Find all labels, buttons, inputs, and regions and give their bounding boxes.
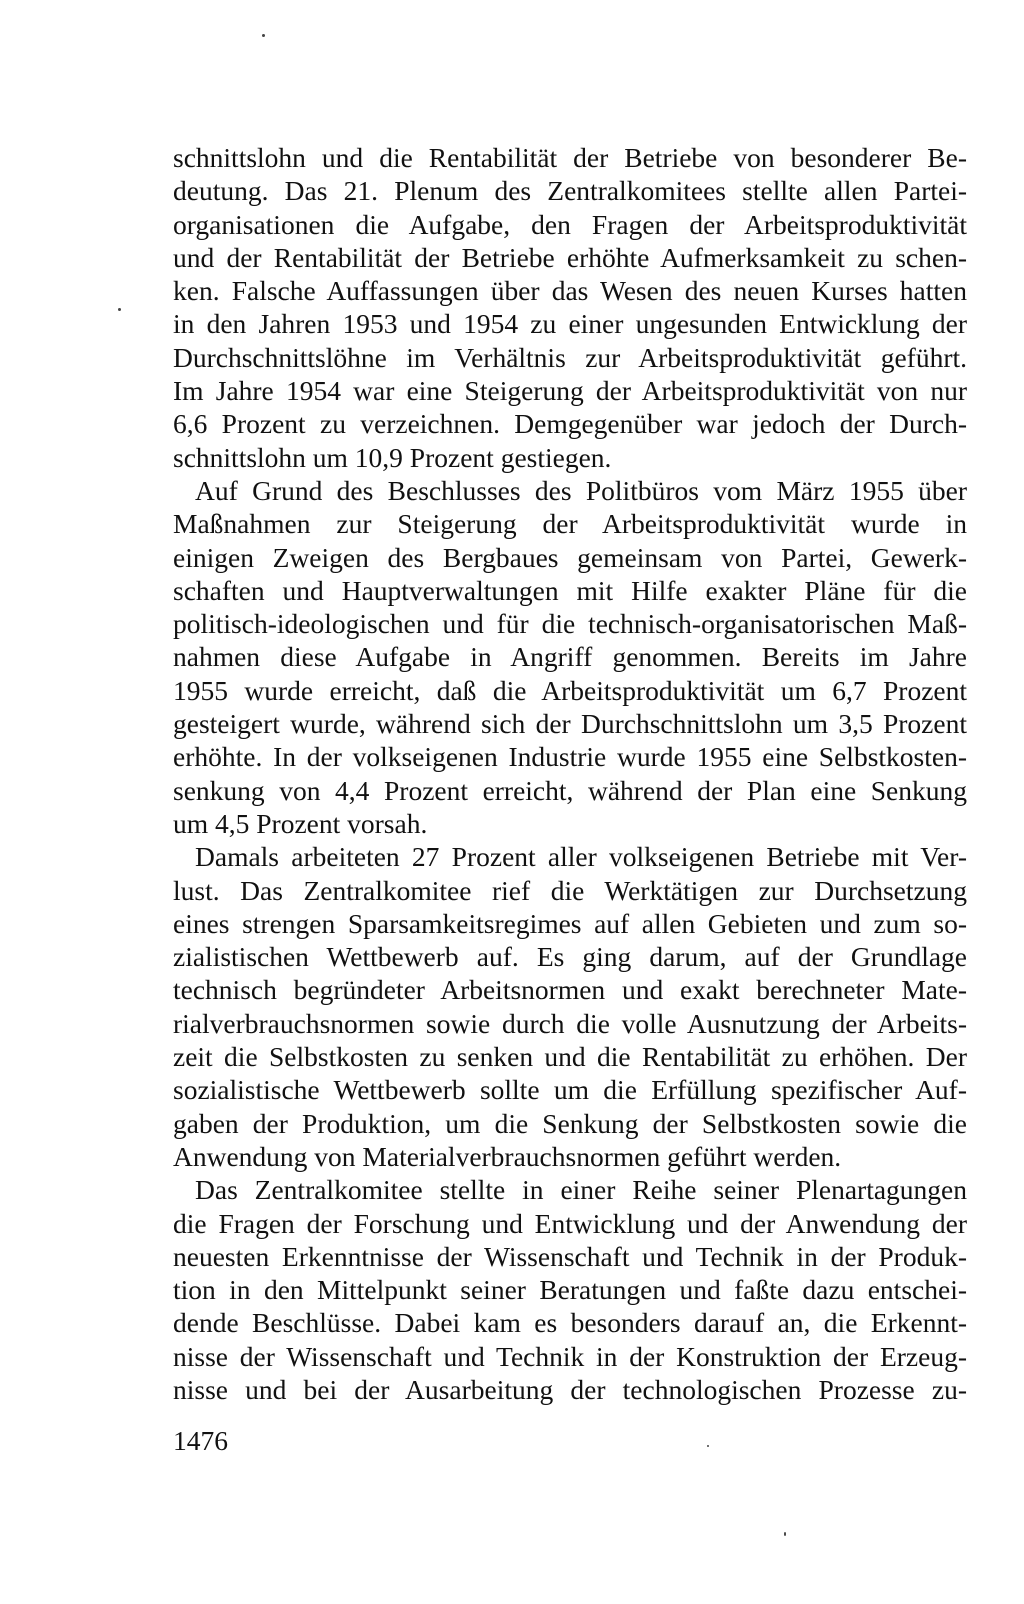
text-line: sozialistische Wettbewerb sollte um die Erfüllung spezifischer Auf-	[173, 1074, 967, 1106]
text-line: tion in den Mittelpunkt seiner Beratungen und faßte dazu entschei-	[173, 1274, 967, 1306]
text-line: organisationen die Aufgabe, den Fragen der Arbeitsproduktivität	[173, 208, 967, 240]
paragraph-2	[173, 474, 967, 840]
text-line: Auf Grund des Beschlusses des Politbüros vom März 1955 über	[195, 474, 967, 506]
text-line: ken. Falsche Auffassungen über das Wesen des neuen Kurses hatten	[173, 275, 967, 307]
text-line: um 4,5 Prozent vorsah.	[173, 807, 428, 839]
text-line: nisse der Wissenschaft und Technik in der Konstruktion der Erzeug-	[173, 1340, 967, 1372]
scan-speck	[707, 1445, 709, 1447]
paragraph-3	[173, 840, 967, 1173]
text-line: politisch-ideologischen und für die technisch-organisatorischen Maß-	[173, 608, 967, 640]
text-line: nahmen diese Aufgabe in Angriff genommen. Bereits im Jahre	[173, 641, 967, 673]
text-line: lust. Das Zentralkomitee rief die Werktätigen zur Durchsetzung	[173, 874, 967, 906]
text-line: Anwendung von Materialverbrauchsnormen geführt werden.	[173, 1140, 842, 1172]
paragraph-4	[173, 1173, 967, 1406]
scan-speck	[118, 308, 121, 311]
scan-speck	[784, 1532, 786, 1536]
text-line: zeit die Selbstkosten zu senken und die Rentabilität zu erhöhen. Der	[173, 1041, 967, 1073]
text-line: erhöhte. In der volkseigenen Industrie wurde 1955 eine Selbstkosten-	[173, 741, 967, 773]
text-line: in den Jahren 1953 und 1954 zu einer ungesunden Entwicklung der	[173, 308, 967, 340]
text-line: deutung. Das 21. Plenum des Zentralkomitees stellte allen Partei-	[173, 175, 967, 207]
text-line: Im Jahre 1954 war eine Steigerung der Arbeitsproduktivität von nur	[173, 375, 967, 407]
text-line: neuesten Erkenntnisse der Wissenschaft und Technik in der Produk-	[173, 1240, 967, 1272]
text-line: nisse und bei der Ausarbeitung der technologischen Prozesse zu-	[173, 1373, 967, 1405]
text-line: technisch begründeter Arbeitsnormen und exakt berechneter Mate-	[173, 974, 967, 1006]
text-line: schnittslohn um 10,9 Prozent gestiegen.	[173, 441, 612, 473]
text-line: Das Zentralkomitee stellte in einer Reihe seiner Plenartagungen	[195, 1174, 967, 1206]
text-line: Durchschnittslöhne im Verhältnis zur Arbeitsproduktivität geführt.	[173, 341, 967, 373]
text-line: Damals arbeiteten 27 Prozent aller volkseigenen Betriebe mit Ver-	[195, 841, 967, 873]
paragraph-1	[173, 141, 967, 474]
text-line: und der Rentabilität der Betriebe erhöhte Aufmerksamkeit zu schen-	[173, 241, 967, 273]
text-line: schnittslohn und die Rentabilität der Betriebe von besonderer Be-	[173, 142, 967, 173]
text-line: gaben der Produktion, um die Senkung der Selbstkosten sowie die	[173, 1107, 967, 1139]
text-line: gesteigert wurde, während sich der Durchschnittslohn um 3,5 Prozent	[173, 708, 967, 740]
text-line: 1955 wurde erreicht, daß die Arbeitsproduktivität um 6,7 Prozent	[173, 674, 967, 706]
text-line: schaften und Hauptverwaltungen mit Hilfe exakter Pläne für die	[173, 574, 967, 606]
text-line: rialverbrauchsnormen sowie durch die volle Ausnutzung der Arbeits-	[173, 1007, 967, 1039]
text-line: zialistischen Wettbewerb auf. Es ging darum, auf der Grundlage	[173, 941, 967, 973]
text-line: eines strengen Sparsamkeitsregimes auf allen Gebieten und zum so-	[173, 907, 967, 939]
text-line: 6,6 Prozent zu verzeichnen. Demgegenüber war jedoch der Durch-	[173, 408, 967, 440]
page-number: 1476	[173, 1425, 228, 1456]
text-line: senkung von 4,4 Prozent erreicht, während der Plan eine Senkung	[173, 774, 967, 806]
text-line: Maßnahmen zur Steigerung der Arbeitsproduktivität wurde in	[173, 508, 967, 540]
text-line: dende Beschlüsse. Dabei kam es besonders darauf an, die Erkennt-	[173, 1307, 967, 1339]
text-line: einigen Zweigen des Bergbaues gemeinsam von Partei, Gewerk-	[173, 541, 967, 573]
text-line: die Fragen der Forschung und Entwicklung und der Anwendung der	[173, 1207, 967, 1239]
scan-speck	[262, 34, 265, 37]
body-text	[173, 141, 967, 1406]
